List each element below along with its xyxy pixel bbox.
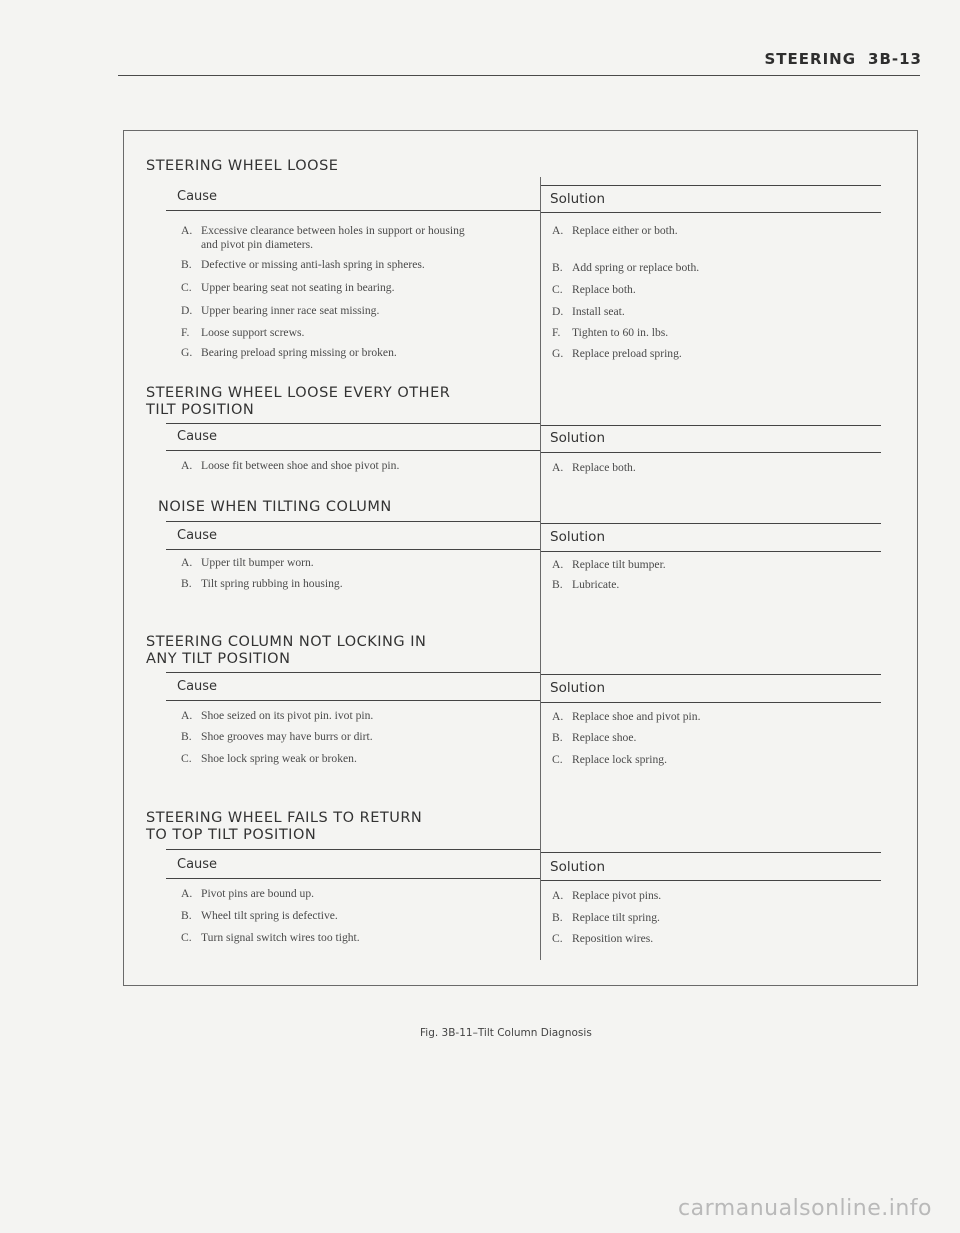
cause-item: C. Shoe lock spring weak or broken. [181,752,357,765]
header-title: STEERING [764,50,857,68]
cause-item: A. Pivot pins are bound up. [181,887,315,900]
section-title-noise-when-tilting: NOISE WHEN TILTING COLUMN [158,499,392,515]
solution-item: B. Add spring or replace both. [552,261,700,274]
section-title-wheel-loose: STEERING WHEEL LOOSE [146,158,339,174]
solution-item: B. Replace shoe. [552,731,637,744]
cause-item: B. Shoe grooves may have burrs or dirt. [181,730,373,743]
solution-header: Solution [550,430,605,446]
solution-header-top-rule [541,852,881,853]
cause-item: B. Defective or missing anti-lash spring in spheres. [181,258,425,271]
solution-item: F. Tighten to 60 in. lbs. [552,326,669,339]
cause-header-rule [166,210,540,211]
page-number: 3B-13 [868,50,922,68]
section-title-fails-to-return: STEERING WHEEL FAILS TO RETURN TO TOP TILT POSITION [146,810,423,843]
solution-item: B. Lubricate. [552,578,620,591]
solution-header: Solution [550,191,605,207]
solution-item: C. Replace lock spring. [552,753,667,766]
solution-header-rule [541,551,881,552]
solution-item: A. Replace tilt bumper. [552,558,666,571]
cause-header: Cause [177,429,218,444]
cause-item: A. Loose fit between shoe and shoe pivot pin. [181,459,400,472]
cause-header-rule [166,549,540,550]
solution-item: C. Replace both. [552,283,636,296]
section-top-rule [166,521,540,522]
cause-header: Cause [177,528,218,543]
cause-header: Cause [177,679,218,694]
cause-header: Cause [177,189,218,204]
solution-header: Solution [550,859,605,875]
solution-header-top-rule [541,185,881,186]
cause-item: A. Excessive clearance between holes in support or housing and pivot pin diameters. [181,224,465,251]
solution-item: A. Replace pivot pins. [552,889,662,902]
cause-header: Cause [177,857,218,872]
solution-item: C. Reposition wires. [552,932,654,945]
cause-item: A. Shoe seized on its pivot pin. ivot pin. [181,709,374,722]
cause-header-rule [166,700,540,701]
cause-header-rule [166,450,540,451]
section-top-rule [166,423,540,424]
solution-header-rule [541,212,881,213]
solution-item: A. Replace either or both. [552,224,678,237]
solution-header-top-rule [541,674,881,675]
section-title-column-not-locking: STEERING COLUMN NOT LOCKING IN ANY TILT POSITION [146,634,427,667]
cause-item: A. Upper tilt bumper worn. [181,556,314,569]
watermark-text: carmanualsonline.info [678,1196,932,1221]
solution-item: G. Replace preload spring. [552,347,682,360]
solution-item: A. Replace both. [552,461,636,474]
solution-item: D. Install seat. [552,305,625,318]
page-header [764,50,922,68]
cause-item: B. Tilt spring rubbing in housing. [181,577,343,590]
cause-item: F. Loose support screws. [181,326,305,339]
solution-header: Solution [550,529,605,545]
cause-item: C. Turn signal switch wires too tight. [181,931,360,944]
solution-header-rule [541,452,881,453]
cause-item: D. Upper bearing inner race seat missing. [181,304,380,317]
solution-item: A. Replace shoe and pivot pin. [552,710,701,723]
section-title-loose-every-other-tilt: STEERING WHEEL LOOSE EVERY OTHER TILT POSITION [146,385,451,418]
solution-header-top-rule [541,523,881,524]
cause-header-rule [166,878,540,879]
figure-caption: Fig. 3B-11–Tilt Column Diagnosis [420,1027,592,1039]
cause-item: C. Upper bearing seat not seating in bearing. [181,281,395,294]
cause-item: G. Bearing preload spring missing or broken. [181,346,397,359]
section-top-rule [166,672,540,673]
header-rule [118,75,920,76]
solution-header: Solution [550,680,605,696]
solution-item: B. Replace tilt spring. [552,911,660,924]
solution-header-top-rule [541,425,881,426]
solution-header-rule [541,880,881,881]
solution-header-rule [541,702,881,703]
column-divider [540,177,541,960]
section-top-rule [166,849,540,850]
cause-item: B. Wheel tilt spring is defective. [181,909,338,922]
